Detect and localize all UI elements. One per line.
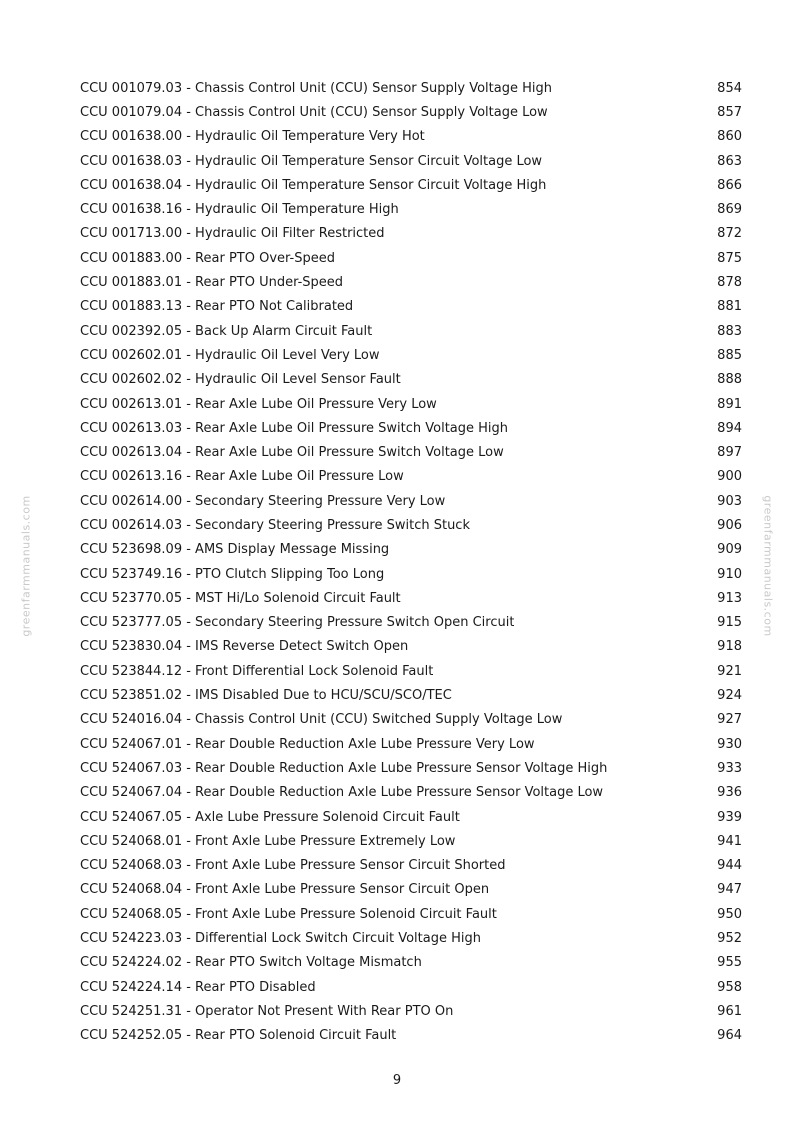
toc-entry[interactable]: [80, 562, 742, 586]
toc-entry[interactable]: [80, 513, 742, 537]
toc-entry-page[interactable]: 881: [717, 299, 742, 315]
toc-entry-title[interactable]: CCU 523851.02 - IMS Disabled Due to HCU/SCU/SCO/TEC: [80, 688, 452, 704]
toc-entry-title[interactable]: CCU 523777.05 - Secondary Steering Pressure Switch Open Circuit: [80, 615, 515, 631]
toc-entry[interactable]: [80, 270, 742, 294]
toc-entry-title[interactable]: CCU 524224.14 - Rear PTO Disabled: [80, 979, 316, 995]
toc-entry-page[interactable]: 950: [717, 906, 742, 922]
toc-entry-page[interactable]: 958: [717, 979, 742, 995]
toc-entry-page[interactable]: 930: [717, 736, 742, 752]
toc-entry-page[interactable]: 900: [717, 469, 742, 485]
toc-entry[interactable]: [80, 732, 742, 756]
toc-entry-page[interactable]: 897: [717, 445, 742, 461]
toc-entry-page[interactable]: 910: [717, 566, 742, 582]
toc-entry-title[interactable]: CCU 524067.04 - Rear Double Reduction Axle Lube Pressure Sensor Voltage Low: [80, 785, 604, 801]
toc-entry[interactable]: [80, 246, 742, 270]
toc-entry[interactable]: [80, 465, 742, 489]
toc-entry-title[interactable]: CCU 001883.13 - Rear PTO Not Calibrated: [80, 299, 354, 315]
toc-entry-title[interactable]: CCU 524252.05 - Rear PTO Solenoid Circuit Fault: [80, 1028, 397, 1044]
toc-entry-title[interactable]: CCU 523830.04 - IMS Reverse Detect Switch Open: [80, 639, 409, 655]
toc-entry-page[interactable]: 888: [717, 372, 742, 388]
toc-entry-title[interactable]: CCU 524016.04 - Chassis Control Unit (CCU) Switched Supply Voltage Low: [80, 712, 563, 728]
toc-entry-title[interactable]: CCU 002613.16 - Rear Axle Lube Oil Pressure Low: [80, 469, 404, 485]
toc-entry-page[interactable]: 857: [717, 104, 742, 120]
toc-entry-page[interactable]: 891: [717, 396, 742, 412]
toc-entry-page[interactable]: 885: [717, 347, 742, 363]
toc-entry-page[interactable]: 924: [717, 688, 742, 704]
toc-entry-page[interactable]: 878: [717, 275, 742, 291]
toc-entry-title[interactable]: CCU 524068.04 - Front Axle Lube Pressure Sensor Circuit Open: [80, 882, 490, 898]
watermark-left: greenfarmmanuals.com: [19, 495, 33, 637]
toc-entry-page[interactable]: 921: [717, 663, 742, 679]
toc-entry[interactable]: [80, 392, 742, 416]
toc-entry-title[interactable]: CCU 002602.01 - Hydraulic Oil Level Very Low: [80, 347, 380, 363]
toc-entry-title[interactable]: CCU 524067.01 - Rear Double Reduction Axle Lube Pressure Very Low: [80, 736, 535, 752]
toc-entry-page[interactable]: 875: [717, 250, 742, 266]
toc-entry-page[interactable]: 883: [717, 323, 742, 339]
toc-entry[interactable]: [80, 343, 742, 367]
toc-entry-page[interactable]: 927: [717, 712, 742, 728]
toc-entry[interactable]: [80, 975, 742, 999]
toc-entry-title[interactable]: CCU 524068.05 - Front Axle Lube Pressure Solenoid Circuit Fault: [80, 906, 497, 922]
toc-entry-title[interactable]: CCU 002613.03 - Rear Axle Lube Oil Pressure Switch Voltage High: [80, 420, 509, 436]
toc-entry-title[interactable]: CCU 001883.00 - Rear PTO Over-Speed: [80, 250, 335, 266]
toc-entry[interactable]: [80, 416, 742, 440]
toc-entry-page[interactable]: 903: [717, 493, 742, 509]
toc-entry-title[interactable]: CCU 523770.05 - MST Hi/Lo Solenoid Circuit Fault: [80, 590, 401, 606]
watermark-right: greenfarmmanuals.com: [761, 495, 775, 637]
toc-entry[interactable]: [80, 538, 742, 562]
toc-entry[interactable]: [80, 659, 742, 683]
toc-entry[interactable]: [80, 829, 742, 853]
toc-entry-title[interactable]: CCU 523844.12 - Front Differential Lock Solenoid Fault: [80, 663, 434, 679]
toc-entry[interactable]: [80, 854, 742, 878]
toc-entry-page[interactable]: 939: [717, 809, 742, 825]
table-of-contents: [80, 76, 742, 1048]
toc-entry-title[interactable]: CCU 524067.05 - Axle Lube Pressure Solenoid Circuit Fault: [80, 809, 460, 825]
toc-entry-page[interactable]: 913: [717, 590, 742, 606]
toc-entry-title[interactable]: CCU 002613.01 - Rear Axle Lube Oil Pressure Very Low: [80, 396, 437, 412]
toc-entry-page[interactable]: 936: [717, 785, 742, 801]
toc-entry[interactable]: [80, 951, 742, 975]
toc-entry-title[interactable]: CCU 523698.09 - AMS Display Message Missing: [80, 542, 390, 558]
toc-entry-page[interactable]: 918: [717, 639, 742, 655]
toc-entry-page[interactable]: 863: [717, 153, 742, 169]
toc-entry-page[interactable]: 854: [717, 80, 742, 96]
toc-entry[interactable]: [80, 100, 742, 124]
toc-entry[interactable]: [80, 76, 742, 100]
toc-entry[interactable]: [80, 125, 742, 149]
toc-entry[interactable]: [80, 222, 742, 246]
toc-entry-page[interactable]: 952: [717, 931, 742, 947]
toc-entry-title[interactable]: CCU 002392.05 - Back Up Alarm Circuit Fault: [80, 323, 373, 339]
toc-entry-page[interactable]: 964: [717, 1028, 742, 1044]
toc-entry-page[interactable]: 933: [717, 760, 742, 776]
toc-entry-page[interactable]: 915: [717, 615, 742, 631]
toc-entry-title[interactable]: CCU 001638.03 - Hydraulic Oil Temperature Sensor Circuit Voltage Low: [80, 153, 543, 169]
toc-entry-title[interactable]: CCU 524223.03 - Differential Lock Switch Circuit Voltage High: [80, 931, 481, 947]
toc-entry[interactable]: [80, 319, 742, 343]
toc-entry-page[interactable]: 869: [717, 202, 742, 218]
toc-entry-page[interactable]: 944: [717, 858, 742, 874]
toc-entry[interactable]: [80, 781, 742, 805]
toc-entry[interactable]: [80, 368, 742, 392]
toc-entry-title[interactable]: CCU 002614.03 - Secondary Steering Pressure Switch Stuck: [80, 517, 470, 533]
toc-entry-page[interactable]: 947: [717, 882, 742, 898]
toc-entry[interactable]: [80, 611, 742, 635]
toc-entry-title[interactable]: CCU 001079.03 - Chassis Control Unit (CCU) Sensor Supply Voltage High: [80, 80, 552, 96]
toc-entry-title[interactable]: CCU 001079.04 - Chassis Control Unit (CCU) Sensor Supply Voltage Low: [80, 104, 548, 120]
toc-entry-title[interactable]: CCU 524067.03 - Rear Double Reduction Axle Lube Pressure Sensor Voltage High: [80, 760, 608, 776]
toc-entry[interactable]: [80, 489, 742, 513]
toc-entry-title[interactable]: CCU 001638.04 - Hydraulic Oil Temperature Sensor Circuit Voltage High: [80, 177, 547, 193]
toc-entry[interactable]: [80, 756, 742, 780]
toc-entry[interactable]: [80, 197, 742, 221]
toc-entry-title[interactable]: CCU 524224.02 - Rear PTO Switch Voltage Mismatch: [80, 955, 422, 971]
toc-entry-title[interactable]: CCU 001883.01 - Rear PTO Under-Speed: [80, 275, 344, 291]
toc-entry-title[interactable]: CCU 524068.01 - Front Axle Lube Pressure Extremely Low: [80, 833, 456, 849]
toc-entry[interactable]: [80, 902, 742, 926]
toc-entry-title[interactable]: CCU 523749.16 - PTO Clutch Slipping Too Long: [80, 566, 385, 582]
toc-entry-page[interactable]: 955: [717, 955, 742, 971]
toc-entry-page[interactable]: 906: [717, 517, 742, 533]
toc-entry[interactable]: [80, 440, 742, 464]
toc-entry-page[interactable]: 909: [717, 542, 742, 558]
toc-entry[interactable]: [80, 173, 742, 197]
toc-entry[interactable]: [80, 805, 742, 829]
toc-entry-title[interactable]: CCU 001638.00 - Hydraulic Oil Temperature Very Hot: [80, 129, 425, 145]
toc-entry[interactable]: [80, 683, 742, 707]
toc-entry-title[interactable]: CCU 002602.02 - Hydraulic Oil Level Sensor Fault: [80, 372, 401, 388]
toc-entry-title[interactable]: CCU 001713.00 - Hydraulic Oil Filter Restricted: [80, 226, 385, 242]
toc-entry[interactable]: [80, 999, 742, 1023]
toc-entry[interactable]: [80, 878, 742, 902]
toc-entry-page[interactable]: 860: [717, 129, 742, 145]
toc-entry[interactable]: [80, 295, 742, 319]
toc-entry-page[interactable]: 894: [717, 420, 742, 436]
toc-entry-title[interactable]: CCU 001638.16 - Hydraulic Oil Temperature High: [80, 202, 399, 218]
page-number: 9: [392, 1073, 402, 1088]
toc-entry-page[interactable]: 941: [717, 833, 742, 849]
toc-entry-title[interactable]: CCU 524251.31 - Operator Not Present With Rear PTO On: [80, 1003, 454, 1019]
toc-entry-title[interactable]: CCU 002614.00 - Secondary Steering Pressure Very Low: [80, 493, 446, 509]
toc-entry[interactable]: [80, 708, 742, 732]
toc-entry-page[interactable]: 961: [717, 1003, 742, 1019]
toc-entry-page[interactable]: 866: [717, 177, 742, 193]
toc-entry-title[interactable]: CCU 524068.03 - Front Axle Lube Pressure Sensor Circuit Shorted: [80, 858, 506, 874]
toc-entry[interactable]: [80, 926, 742, 950]
toc-entry[interactable]: [80, 1024, 742, 1048]
toc-entry[interactable]: [80, 149, 742, 173]
toc-entry-title[interactable]: CCU 002613.04 - Rear Axle Lube Oil Pressure Switch Voltage Low: [80, 445, 504, 461]
toc-entry[interactable]: [80, 586, 742, 610]
toc-entry[interactable]: [80, 635, 742, 659]
toc-entry-page[interactable]: 872: [717, 226, 742, 242]
